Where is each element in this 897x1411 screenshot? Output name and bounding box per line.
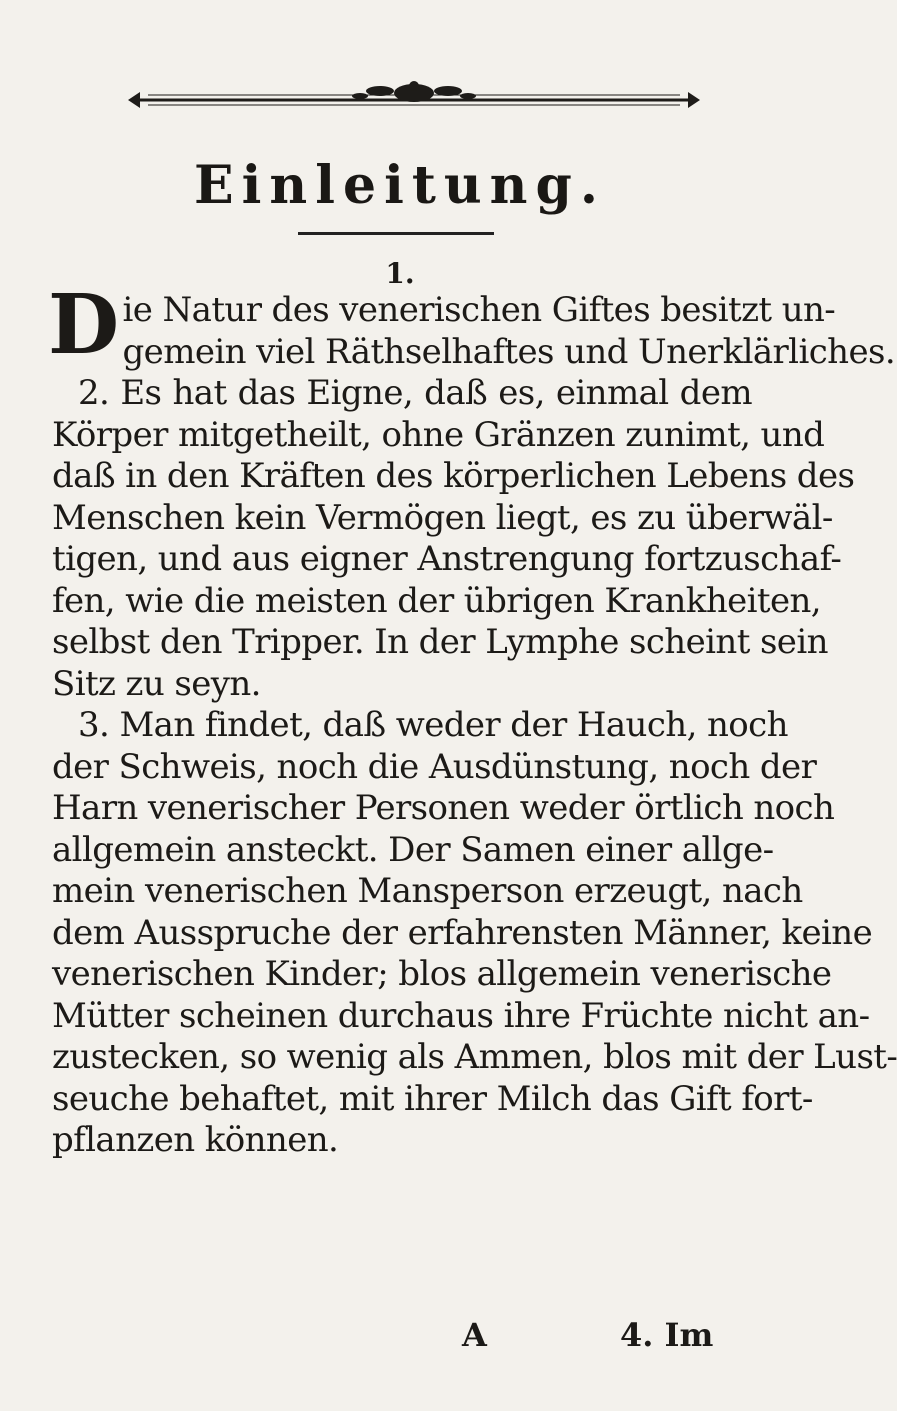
text-line: gemein viel Räthselhaftes und Unerklärliches. (122, 331, 896, 372)
text-line: mein venerischen Mansperson erzeugt, nach (52, 871, 803, 911)
text-line: Die Natur des venerischen Giftes besitzt un- (48, 277, 836, 373)
text-line: Körper mitgetheilt, ohne Gränzen zunimt, und (52, 414, 825, 455)
text-line: pflanzen können. (52, 1120, 339, 1160)
section-number: 1. (385, 257, 415, 290)
body-text (48, 277, 897, 1162)
text-line: allgemein ansteckt. Der Samen einer allge- (52, 829, 774, 870)
text-line: fen, wie die meisten der übrigen Krankheiten, (52, 580, 821, 621)
text-line: Mütter scheinen durchaus ihre Früchte nicht an- (52, 995, 870, 1036)
text-line: 3. Man findet, daß weder der Hauch, noch (78, 705, 788, 745)
text-line: Menschen kein Vermögen liegt, es zu überwäl- (52, 497, 833, 538)
text-line: dem Ausspruche der erfahrensten Männer, keine (52, 912, 873, 953)
heading-rule (298, 232, 494, 235)
header-ornament (128, 78, 700, 122)
text-line: daß in den Kräften des körperlichen Lebens des (52, 456, 855, 496)
text-line: Sitz zu seyn. (52, 663, 261, 704)
text-line: venerischen Kinder; blos allgemein venerische (52, 954, 832, 994)
text-line: der Schweis, noch die Ausdünstung, noch der (52, 746, 817, 787)
text-line: seuche behaftet, mit ihrer Milch das Gift fort- (52, 1078, 813, 1119)
signature-mark: A (462, 1316, 487, 1354)
page-footer (0, 1316, 800, 1366)
chapter-heading: Einleitung. (194, 155, 606, 216)
text-line: 2. Es hat das Eigne, daß es, einmal dem (78, 373, 752, 413)
drop-cap: D (48, 277, 119, 373)
text-line: tigen, und aus eigner Anstrengung fortzuschaf- (52, 539, 842, 579)
catchword: 4. Im (620, 1316, 714, 1354)
text-line: selbst den Tripper. In der Lymphe scheint sein (52, 622, 828, 662)
text-line: zustecken, so wenig als Ammen, blos mit der Lust- (52, 1037, 897, 1077)
text-line: Harn venerischer Personen weder örtlich noch (52, 788, 835, 828)
